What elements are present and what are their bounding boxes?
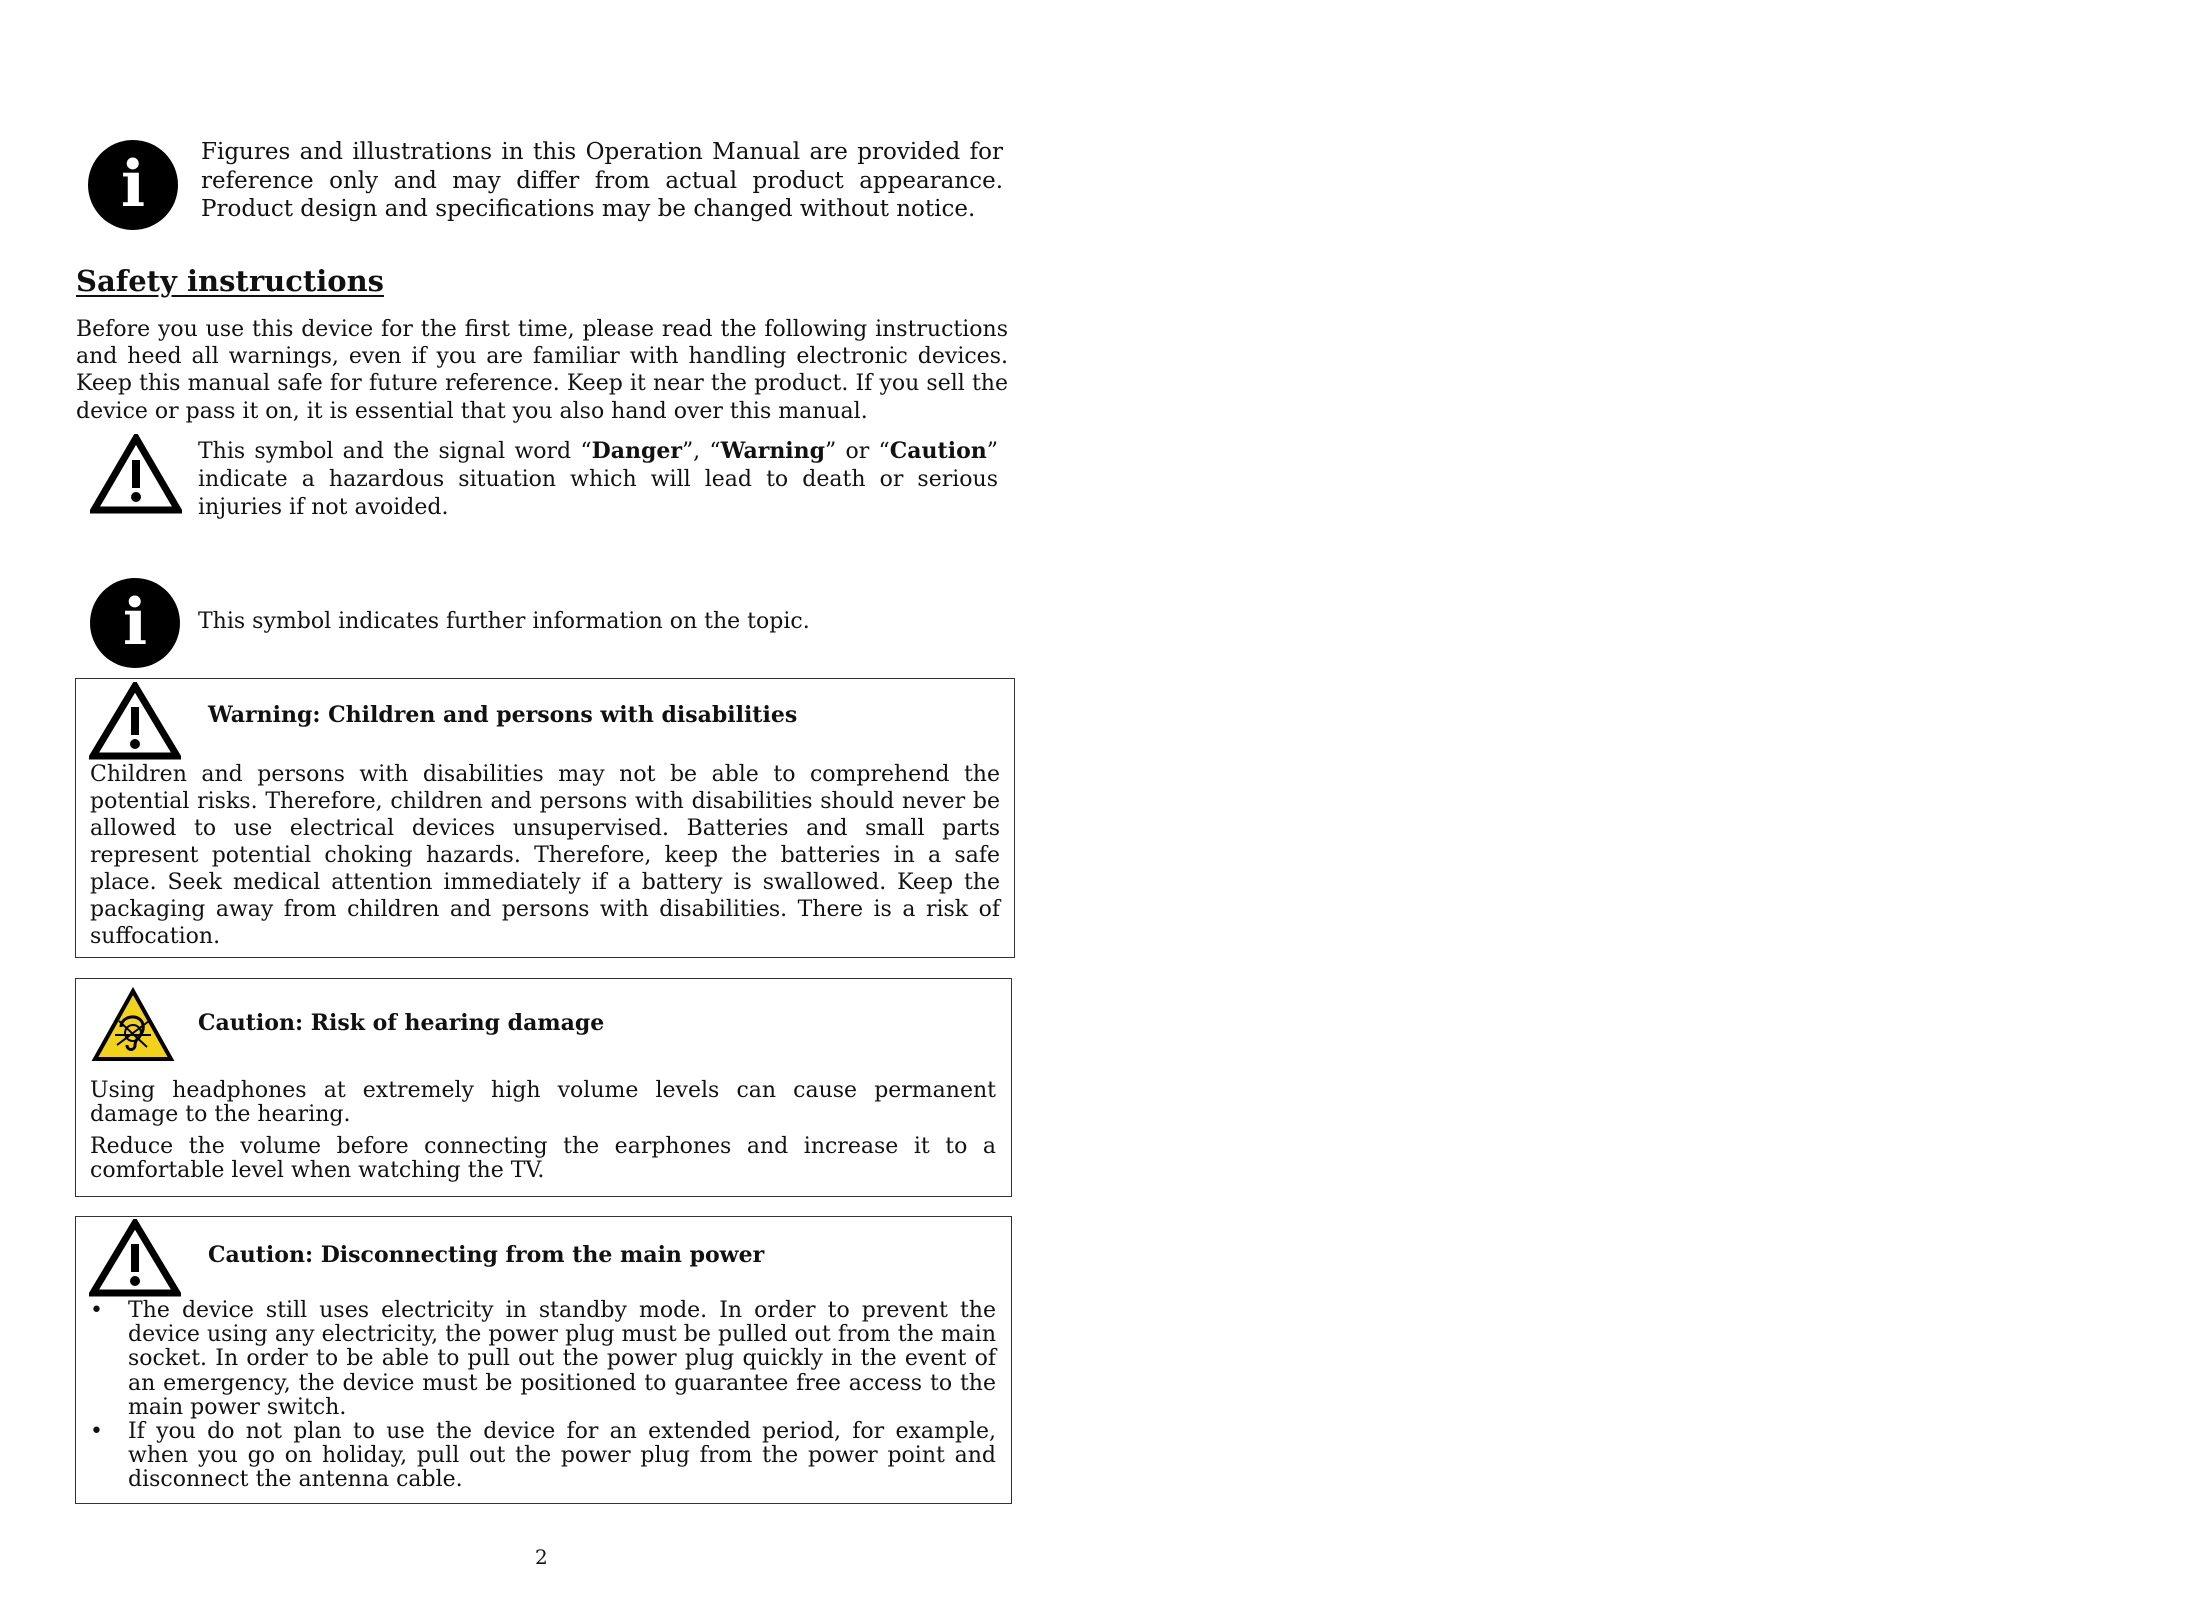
caution-hearing-text-1: Using headphones at extremely high volume levels can cause permanent damage to the hearing. [90, 1078, 996, 1127]
safety-intro-paragraph: Before you use this device for the first time, please read the following instructions and heed all warnings, even if you are familiar with handling electronic devices. Keep this manual safe for future reference. Keep it near the product. If you sell the device or pass it on, it is essential that you also hand over this manual. [76, 317, 1008, 424]
warning-triangle-icon [89, 1219, 181, 1297]
info-icon-letter: i [120, 147, 146, 222]
warning-children-title: Warning: Children and persons with disabilities [208, 702, 798, 728]
legend-sep1: ”, “ [681, 439, 721, 464]
signal-word-warning: Warning [720, 438, 826, 464]
hearing-hazard-icon [91, 987, 175, 1063]
caution-power-box [75, 1216, 1012, 1504]
info-icon [88, 140, 178, 230]
page-title: Safety instructions [76, 264, 385, 298]
warning-children-box [75, 678, 1015, 958]
signal-word-caution: Caution [889, 438, 987, 464]
legend-sep2: ” or “ [825, 439, 890, 464]
warning-triangle-icon [89, 682, 181, 760]
caution-hearing-box [75, 978, 1012, 1197]
caution-hearing-text-2: Reduce the volume before connecting the earphones and increase it to a comfortable level when watching the TV. [90, 1134, 996, 1183]
legend-prefix: This symbol and the signal word “ [198, 439, 592, 464]
list-item [90, 1299, 996, 1420]
warning-children-text: Children and persons with disabilities may not be able to comprehend the potential risks. Therefore, children and persons with disabilities should never be allowed to use electrical devices unsupervised. Batteries and small parts represent potential choking hazards. Therefore, keep the batteries in a safe place. Seek medical attention immediately if a battery is swallowed. Keep the packaging away from children and persons with disabilities. There is a risk of suffocation. [90, 762, 1000, 949]
intro-text: Figures and illustrations in this Operation Manual are provided for reference only and may differ from actual product appearance. Product design and specifications may be changed without notice. [201, 139, 1003, 222]
list-item-text: The device still uses electricity in standby mode. In order to prevent the device using any electricity, the power plug must be pulled out from the main socket. In order to be able to pull out the power plug quickly in the event of an emergency, the device must be positioned to guarantee free access to the main power switch. [128, 1298, 996, 1420]
caution-power-list [90, 1299, 996, 1493]
info-icon-letter: i [122, 585, 148, 660]
info-icon [90, 578, 180, 668]
page-number: 2 [535, 1545, 548, 1569]
signal-word-legend [198, 437, 998, 522]
list-item-text: If you do not plan to use the device for an extended period, for example, when you go on holiday, pull out the power plug from the power point and disconnect the antenna cable. [128, 1419, 996, 1493]
info-legend-text: This symbol indicates further information on the topic. [198, 609, 810, 634]
legend-suffix: ” indicate a hazardous situation which will lead to death or serious injuries if not avoided. [198, 439, 998, 520]
list-item [90, 1420, 996, 1493]
caution-power-title: Caution: Disconnecting from the main power [208, 1242, 765, 1268]
warning-triangle-icon [90, 434, 182, 514]
signal-word-danger: Danger [591, 438, 682, 464]
bullet-icon: • [90, 1298, 103, 1323]
bullet-icon: • [90, 1419, 103, 1445]
caution-hearing-title: Caution: Risk of hearing damage [198, 1010, 605, 1036]
